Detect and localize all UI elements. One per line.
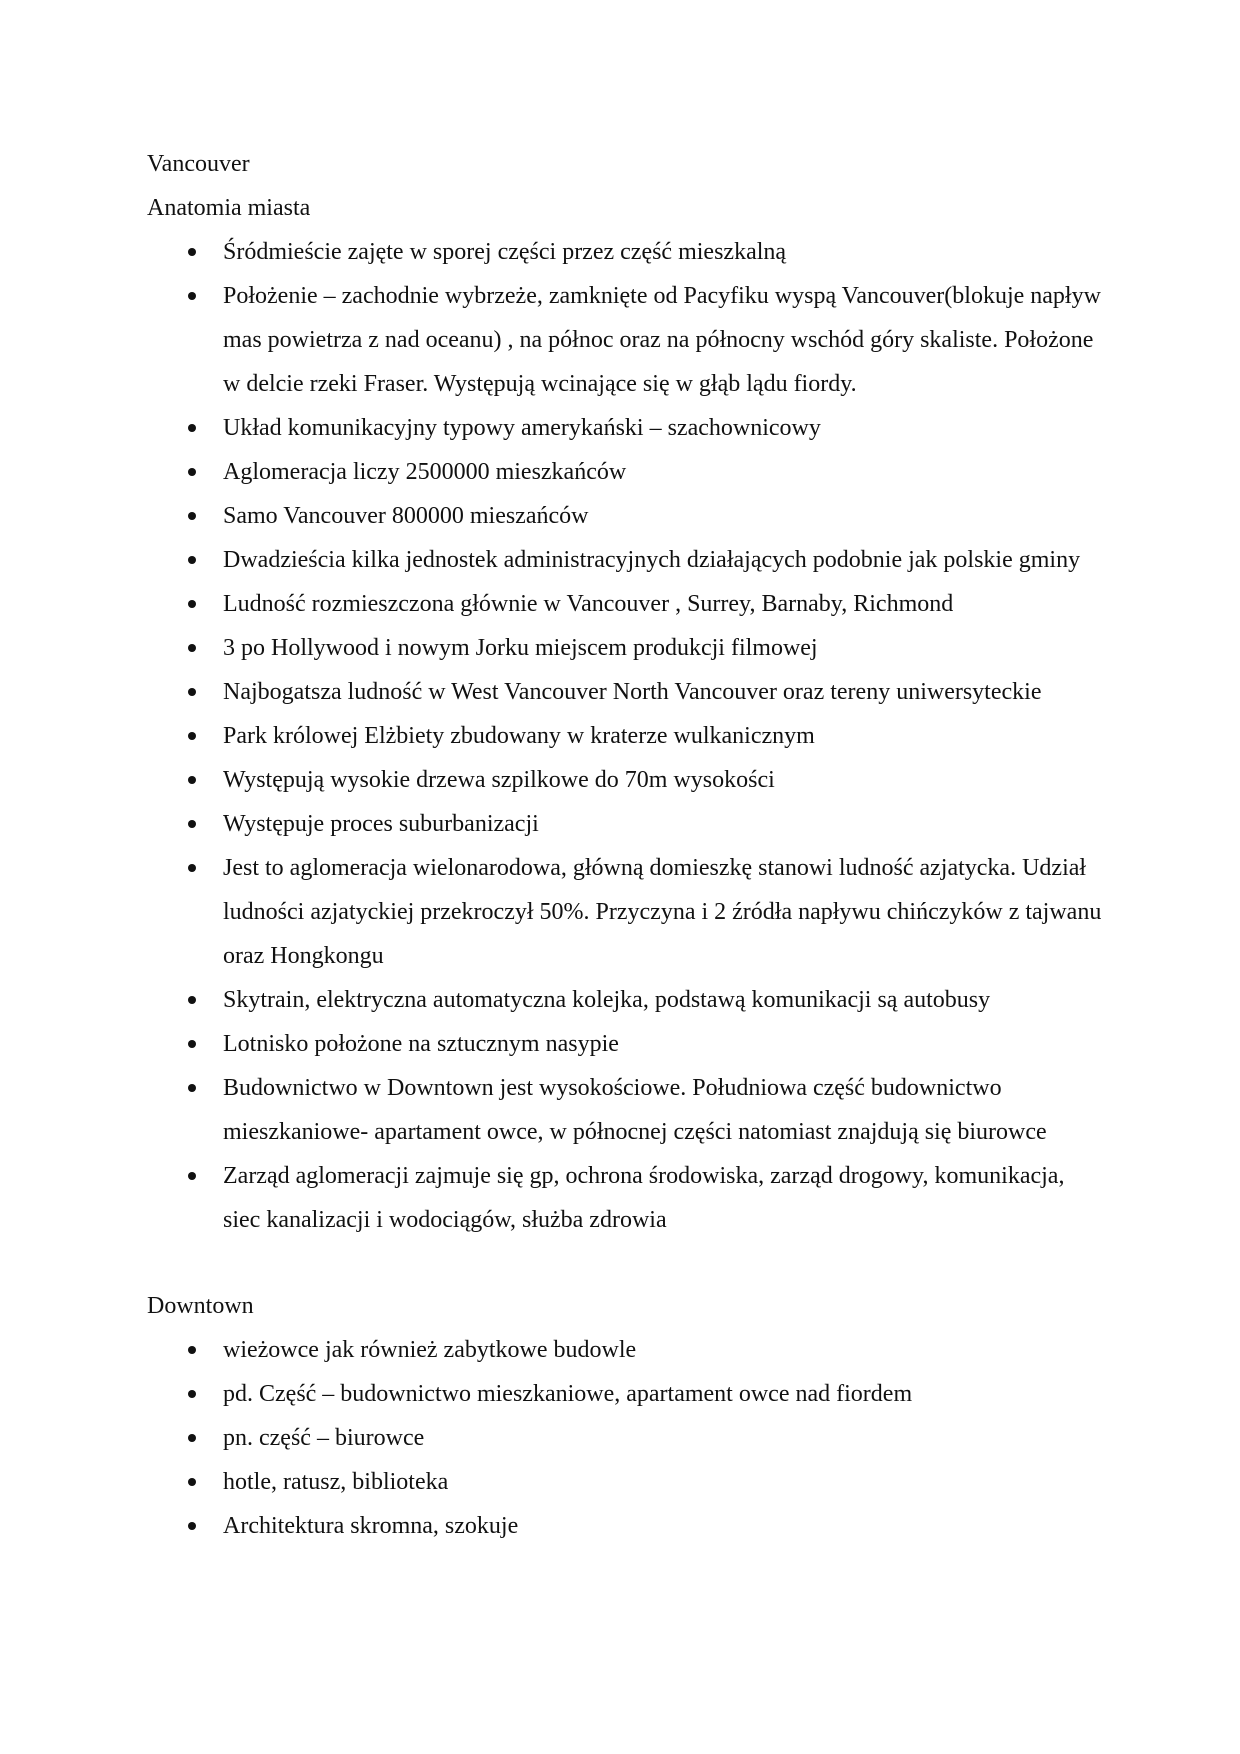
list-item [147, 846, 1107, 978]
list-item [147, 1022, 1107, 1066]
list-item [147, 538, 1107, 582]
list-item [147, 714, 1107, 758]
list-item-text: Występują wysokie drzewa szpilkowe do 70m wysokości [223, 767, 775, 793]
list-item-text: hotle, ratusz, biblioteka [223, 1469, 449, 1495]
list-item-text: Występuje proces suburbanizacji [223, 811, 539, 837]
list-item [147, 1372, 1107, 1416]
list-item [147, 230, 1107, 274]
list-item-text: Dwadzieścia kilka jednostek administracyjnych działających podobnie jak polskie gminy [223, 547, 1081, 573]
bullet-icon [188, 688, 196, 696]
list-item-text: Lotnisko położone na sztucznym nasypie [223, 1031, 619, 1057]
list-item-text: Aglomeracja liczy 2500000 mieszkańców [223, 459, 627, 485]
list-item-text: Architektura skromna, szokuje [223, 1513, 519, 1539]
list-item [147, 582, 1107, 626]
list-item [147, 670, 1107, 714]
bullet-icon [188, 732, 196, 740]
bullet-icon [188, 1346, 196, 1354]
list-item-text: pd. Część – budownictwo mieszkaniowe, apartament owce nad fiordem [223, 1381, 913, 1407]
list-item [147, 1416, 1107, 1460]
list-item-text: pn. część – biurowce [223, 1425, 425, 1451]
bullet-icon [188, 996, 196, 1004]
list-item-text: Najbogatsza ludność w West Vancouver North Vancouver oraz tereny uniwersyteckie [223, 679, 1042, 705]
list-item-text: Samo Vancouver 800000 mieszańców [223, 503, 589, 529]
bullet-icon [188, 776, 196, 784]
bullet-icon [188, 424, 196, 432]
bullet-icon [188, 644, 196, 652]
list-item [147, 1154, 1107, 1242]
document-content [147, 142, 1107, 1548]
list-item [147, 802, 1107, 846]
list-item [147, 494, 1107, 538]
bullet-icon [188, 556, 196, 564]
document-title: Vancouver [147, 151, 250, 177]
section-spacer [147, 1242, 1107, 1284]
bullet-icon [188, 820, 196, 828]
list-item [147, 626, 1107, 670]
list-item-text: wieżowce jak również zabytkowe budowle [223, 1337, 637, 1363]
list-item-text: Układ komunikacyjny typowy amerykański – szachownicowy [223, 415, 821, 441]
list-item-text: Położenie – zachodnie wybrzeże, zamknięte od Pacyfiku wyspą Vancouver(blokuje napływ mas powietrza z nad oceanu) , na północ oraz na północny wschód góry skaliste. Położone w delcie rzeki Fraser. Występują wcinające się w głąb lądu fiordy. [223, 283, 1101, 397]
bullet-icon [188, 292, 196, 300]
bullet-icon [188, 600, 196, 608]
bullet-icon [188, 1478, 196, 1486]
bullet-icon [188, 1172, 196, 1180]
bullet-icon [188, 1040, 196, 1048]
list-item [147, 450, 1107, 494]
list-item [147, 978, 1107, 1022]
list-item [147, 1504, 1107, 1548]
list-item [147, 758, 1107, 802]
list-item [147, 1460, 1107, 1504]
bullet-icon [188, 1434, 196, 1442]
list-item-text: 3 po Hollywood i nowym Jorku miejscem produkcji filmowej [223, 635, 818, 661]
list-item-text: Zarząd aglomeracji zajmuje się gp, ochrona środowiska, zarząd drogowy, komunikacja, siec kanalizacji i wodociągów, służba zdrowia [223, 1163, 1065, 1233]
section-heading-downtown: Downtown [147, 1293, 254, 1319]
list-item-text: Park królowej Elżbiety zbudowany w kraterze wulkanicznym [223, 723, 815, 749]
list-item-text: Budownictwo w Downtown jest wysokościowe. Południowa część budownictwo mieszkaniowe- apartament owce, w północnej części natomiast znajdują się biurowce [223, 1075, 1047, 1145]
list-item-text: Ludność rozmieszczona głównie w Vancouver , Surrey, Barnaby, Richmond [223, 591, 954, 617]
list-item [147, 1328, 1107, 1372]
list-item-text: Jest to aglomeracja wielonarodowa, główną domieszkę stanowi ludność azjatycka. Udział ludności azjatyckiej przekroczył 50%. Przyczyna i 2 źródła napływu chińczyków z tajwanu oraz Hongkongu [223, 855, 1102, 969]
list-item [147, 1066, 1107, 1154]
bullet-icon [188, 1522, 196, 1530]
bullet-icon [188, 1390, 196, 1398]
bullet-icon [188, 1084, 196, 1092]
bullet-icon [188, 468, 196, 476]
section-heading-anatomia: Anatomia miasta [147, 195, 311, 221]
bullet-icon [188, 248, 196, 256]
list-item [147, 406, 1107, 450]
list-item-text: Skytrain, elektryczna automatyczna kolejka, podstawą komunikacji są autobusy [223, 987, 991, 1013]
bullet-list-anatomia [147, 230, 1107, 1242]
bullet-icon [188, 864, 196, 872]
bullet-list-downtown [147, 1328, 1107, 1548]
list-item-text: Śródmieście zajęte w sporej części przez część mieszkalną [223, 239, 787, 265]
bullet-icon [188, 512, 196, 520]
list-item [147, 274, 1107, 406]
